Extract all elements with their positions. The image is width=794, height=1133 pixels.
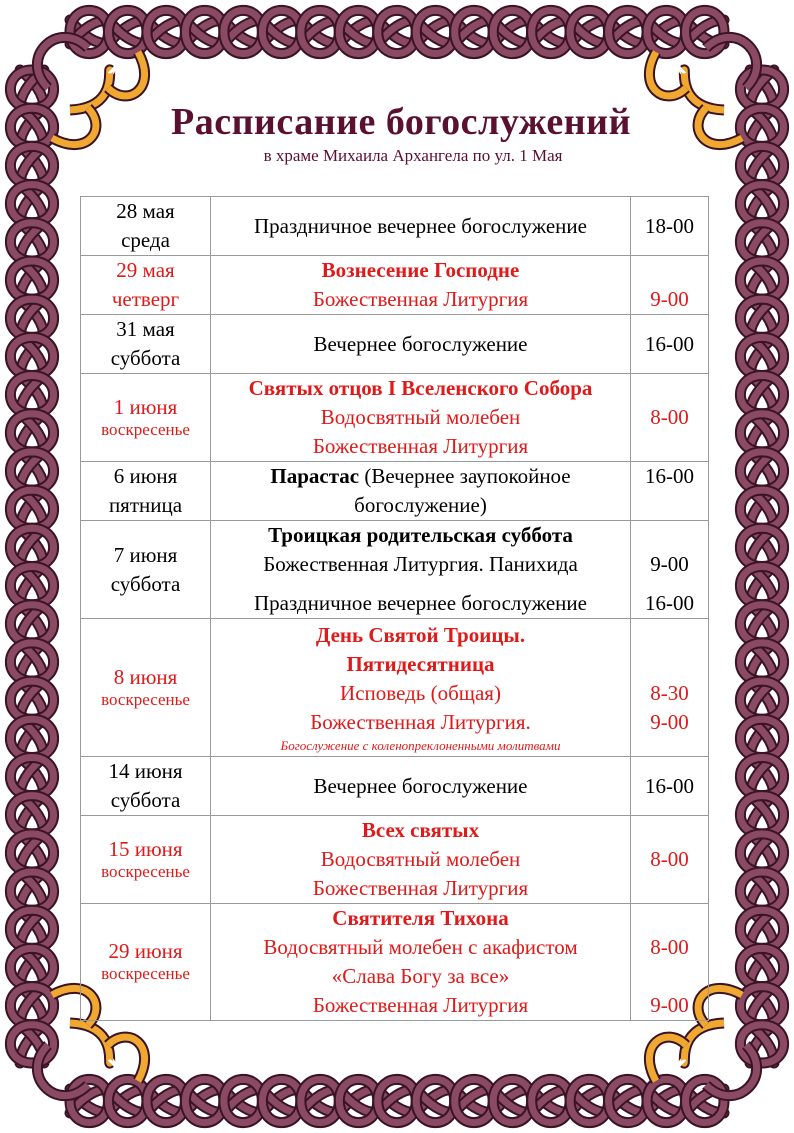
feast-subtitle: Пятидесятница <box>346 652 495 676</box>
schedule-table <box>80 196 709 1021</box>
service-line: «Слава Богу за все» <box>331 964 510 988</box>
weekday-label: среда <box>121 228 170 252</box>
service-cell <box>211 315 631 374</box>
weekday-label: четверг <box>111 287 180 311</box>
knot-band <box>706 37 757 88</box>
service-line: Исповедь (общая) <box>340 681 501 705</box>
service-cell <box>211 816 631 904</box>
time-cell <box>631 757 709 816</box>
date-cell <box>81 757 211 816</box>
date-label: 29 июня <box>108 939 183 963</box>
knot-band <box>37 37 88 88</box>
service-line: Праздничное вечернее богослужение <box>254 591 587 615</box>
page-header <box>0 100 794 166</box>
weekday-label: воскресенье <box>101 689 190 709</box>
table-row <box>81 462 709 521</box>
time-label: 16-00 <box>645 464 694 488</box>
service-line: Водосвятный молебен <box>320 847 521 871</box>
table-row <box>81 816 709 904</box>
service-cell <box>211 757 631 816</box>
time-label: 8-00 <box>650 935 689 959</box>
table-row <box>81 315 709 374</box>
time-cell <box>631 256 709 315</box>
service-line: Божественная Литургия <box>312 993 529 1017</box>
time-label: 18-00 <box>645 213 694 238</box>
date-cell <box>81 462 211 521</box>
table-row <box>81 904 709 1021</box>
service-cell <box>211 197 631 256</box>
table-row <box>81 521 709 619</box>
service-cell <box>211 462 631 521</box>
table-row <box>81 619 709 757</box>
feast-title: Троицкая родительская суббота <box>268 523 573 547</box>
service-cell <box>211 256 631 315</box>
date-cell <box>81 197 211 256</box>
service-cell <box>211 619 631 757</box>
weekday-label: воскресенье <box>101 861 190 881</box>
feast-title: Святых отцов I Вселенского Собора <box>248 376 593 400</box>
table-row <box>81 256 709 315</box>
date-label: 6 июня <box>113 464 178 488</box>
table-row <box>81 757 709 816</box>
table-row <box>81 197 709 256</box>
time-cell <box>631 904 709 1021</box>
date-label: 7 июня <box>113 542 178 567</box>
feast-title: День Святой Троицы. <box>315 623 526 647</box>
date-cell <box>81 315 211 374</box>
weekday-label: воскресенье <box>101 419 190 439</box>
service-line: Вечернее богослужение <box>313 773 528 798</box>
page-subtitle: в храме Михаила Архангела по ул. 1 Мая <box>263 146 563 165</box>
date-label: 28 мая <box>116 199 175 223</box>
time-label: 8-00 <box>650 847 689 871</box>
time-cell <box>631 462 709 521</box>
weekday-label: суббота <box>110 571 181 596</box>
service-line: богослужение) <box>354 493 487 517</box>
service-line: Водосвятный молебен с акафистом <box>263 935 578 959</box>
service-line: Божественная Литургия. Панихида <box>263 552 578 576</box>
service-line: Божественная Литургия <box>312 434 529 458</box>
date-label: 8 июня <box>113 664 178 689</box>
time-label: 9-00 <box>650 710 689 734</box>
time-cell <box>631 816 709 904</box>
date-label: 14 июня <box>108 759 183 783</box>
service-cell <box>211 521 631 619</box>
time-label: 9-00 <box>650 552 689 576</box>
time-cell <box>631 315 709 374</box>
service-cell <box>211 374 631 462</box>
time-label: 16-00 <box>645 773 694 798</box>
weekday-label: пятница <box>108 493 183 517</box>
feast-title: Святителя Тихона <box>332 906 509 930</box>
date-label: 15 июня <box>108 836 183 861</box>
date-label: 1 июня <box>113 394 178 419</box>
service-line: Божественная Литургия <box>312 287 529 311</box>
time-label: 16-00 <box>645 591 694 615</box>
service-note: Богослужение с коленопреклоненными молитвами <box>280 738 561 753</box>
table-row <box>81 374 709 462</box>
feast-title: Вознесение Господне <box>321 258 520 282</box>
time-label: 9-00 <box>650 287 689 311</box>
date-cell <box>81 374 211 462</box>
service-line: Водосвятный молебен <box>320 405 521 429</box>
date-cell <box>81 256 211 315</box>
service-line: Божественная Литургия. <box>310 710 531 734</box>
weekday-label: суббота <box>110 346 181 370</box>
service-line: Праздничное вечернее богослужение <box>254 213 587 238</box>
time-label: 9-00 <box>650 993 689 1017</box>
time-label: 16-00 <box>645 331 694 356</box>
knot-band <box>37 1045 88 1096</box>
time-cell <box>631 197 709 256</box>
date-cell <box>81 816 211 904</box>
feast-title: Всех святых <box>361 818 480 842</box>
date-cell <box>81 619 211 757</box>
date-cell <box>81 521 211 619</box>
time-cell <box>631 374 709 462</box>
date-label: 29 мая <box>116 258 175 282</box>
time-cell <box>631 619 709 757</box>
knot-band <box>706 1045 757 1096</box>
service-cell <box>211 904 631 1021</box>
page-title: Расписание богослужений <box>171 101 631 143</box>
date-cell <box>81 904 211 1021</box>
time-label: 8-00 <box>650 405 689 429</box>
time-cell <box>631 521 709 619</box>
time-label: 8-30 <box>650 681 689 705</box>
weekday-label: воскресенье <box>101 964 190 983</box>
date-label: 31 мая <box>116 317 175 341</box>
service-line: Вечернее богослужение <box>313 331 528 356</box>
service-line: (Вечернее заупокойное <box>364 464 571 488</box>
service-bold-title: Парастас <box>270 464 360 488</box>
service-line: Божественная Литургия <box>312 876 529 900</box>
weekday-label: суббота <box>110 788 181 812</box>
